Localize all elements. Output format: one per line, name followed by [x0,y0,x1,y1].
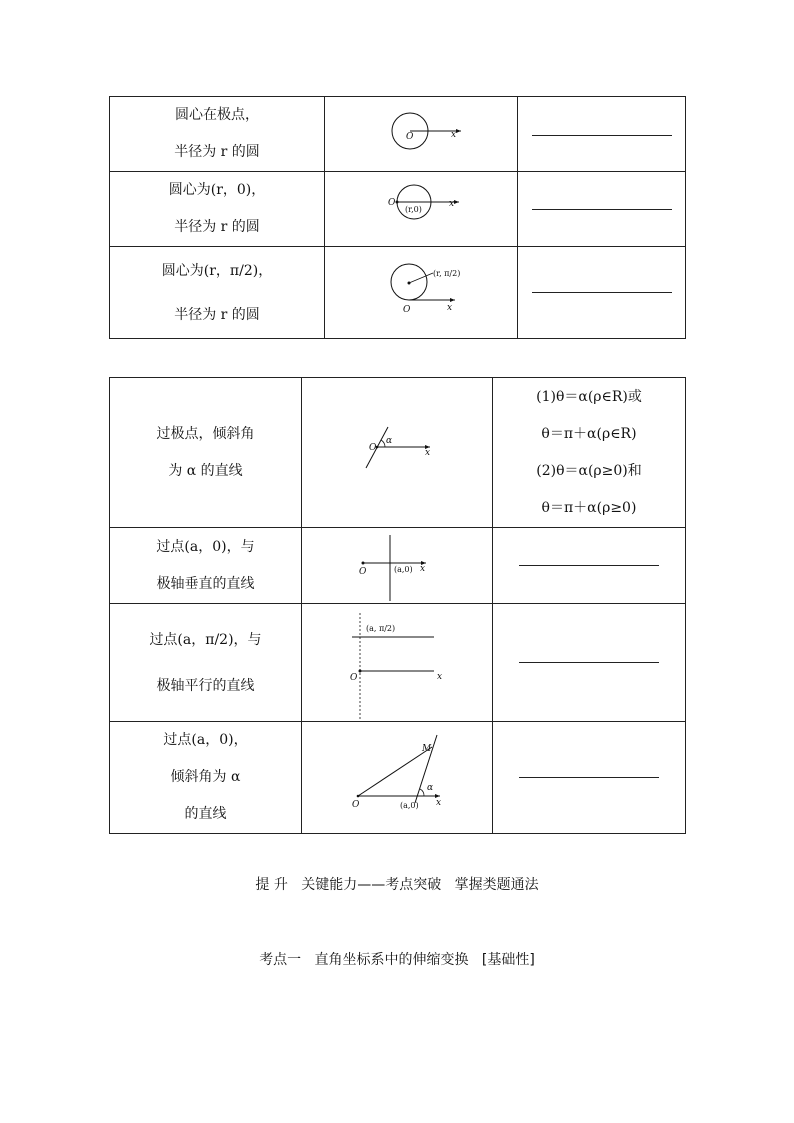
description-line: 的直线 [184,806,227,822]
row-description [110,722,302,834]
description-line: 极轴平行的直线 [156,677,255,694]
figure-cell [302,722,493,834]
axis-x-label: x [437,671,443,682]
point-label: (a,0) [394,564,413,574]
answer-cell [493,378,686,528]
table-circles [109,96,686,339]
parallel-line-figure [302,605,493,721]
answer-line: (2)θ＝α(ρ≥0)和 [536,462,642,479]
line-through-pole-figure [302,379,493,527]
description-line: 过点(a，0)， [163,732,248,748]
description-line: 半径为 r 的圆 [174,219,260,235]
figure-cell [325,172,518,247]
description-line: 倾斜角为 α [170,769,241,785]
figure-cell [325,247,518,339]
alpha-label: α [427,782,434,793]
table-row [110,604,686,722]
description-line: 过点(a，π/2)，与 [149,631,262,648]
table-row [110,247,686,339]
answer-line: θ＝π＋α(ρ∈R) [541,425,637,442]
circle-center-r-pi2-figure [325,248,518,338]
answer-cell [518,172,686,247]
inclined-line-through-point-figure [302,723,493,833]
axis-x-label: x [420,563,426,574]
point-m-label: M [422,743,432,754]
row-description [110,528,302,604]
table-row [110,378,686,528]
description-line: 圆心为(r，0)， [168,182,266,198]
circle-center-r0-figure [325,172,518,246]
circle-at-pole-figure [325,97,518,171]
row-description [110,604,302,722]
table-lines [109,377,686,834]
row-description [110,378,302,528]
origin-label: O [352,799,360,810]
answer-line: (1)θ＝α(ρ∈R)或 [536,388,642,405]
description-line: 极轴垂直的直线 [156,575,255,592]
table-row [110,528,686,604]
figure-cell [325,97,518,172]
description-line: 圆心在极点， [175,107,259,123]
axis-x-label: x [451,130,457,140]
row-description [110,247,325,339]
point-label: (a, π/2) [366,623,396,633]
point-label: (r, π/2) [433,268,461,278]
answer-cell [518,97,686,172]
table-row [110,97,686,172]
description-line: 过极点，倾斜角 [156,425,255,442]
answer-blank [519,662,659,663]
point-label: (r,0) [405,205,422,214]
table-row [110,172,686,247]
answer-blank [519,777,659,778]
answer-line: θ＝π＋α(ρ≥0) [541,499,637,516]
answer-cell [493,722,686,834]
origin-label: O [406,132,414,142]
description-line: 半径为 r 的圆 [174,306,260,323]
section-heading: 提 升 关键能力——考点突破 掌握类题通法 [255,877,539,893]
perpendicular-line-figure [302,529,493,603]
answer-cell [493,604,686,722]
row-description [110,172,325,247]
answer-blank [532,135,672,136]
axis-x-label: x [449,199,455,209]
description-line: 圆心为(r，π/2)， [161,262,273,279]
answer-blank [532,292,672,293]
axis-x-label: x [447,302,453,313]
axis-x-label: x [436,797,442,808]
origin-label: O [350,672,358,683]
description-line: 半径为 r 的圆 [174,144,260,160]
description-line: 为 α 的直线 [168,462,243,479]
figure-cell [302,528,493,604]
alpha-label: α [386,435,393,446]
description-line: 过点(a，0)，与 [156,538,255,555]
table-row [110,722,686,834]
answer-blank [532,209,672,210]
origin-label: O [388,198,396,208]
line-om [358,747,432,796]
answer-cell [518,247,686,339]
answer-blank [519,565,659,566]
answer-cell [493,528,686,604]
row-description [110,97,325,172]
origin-label: O [369,442,377,453]
origin-label: O [359,566,367,577]
origin-label: O [403,304,411,315]
point-label: (a,0) [400,800,419,810]
axis-x-label: x [425,447,431,458]
figure-cell [302,604,493,722]
figure-cell [302,378,493,528]
topic-heading: 考点一 直角坐标系中的伸缩变换 [基础性] [259,952,535,968]
